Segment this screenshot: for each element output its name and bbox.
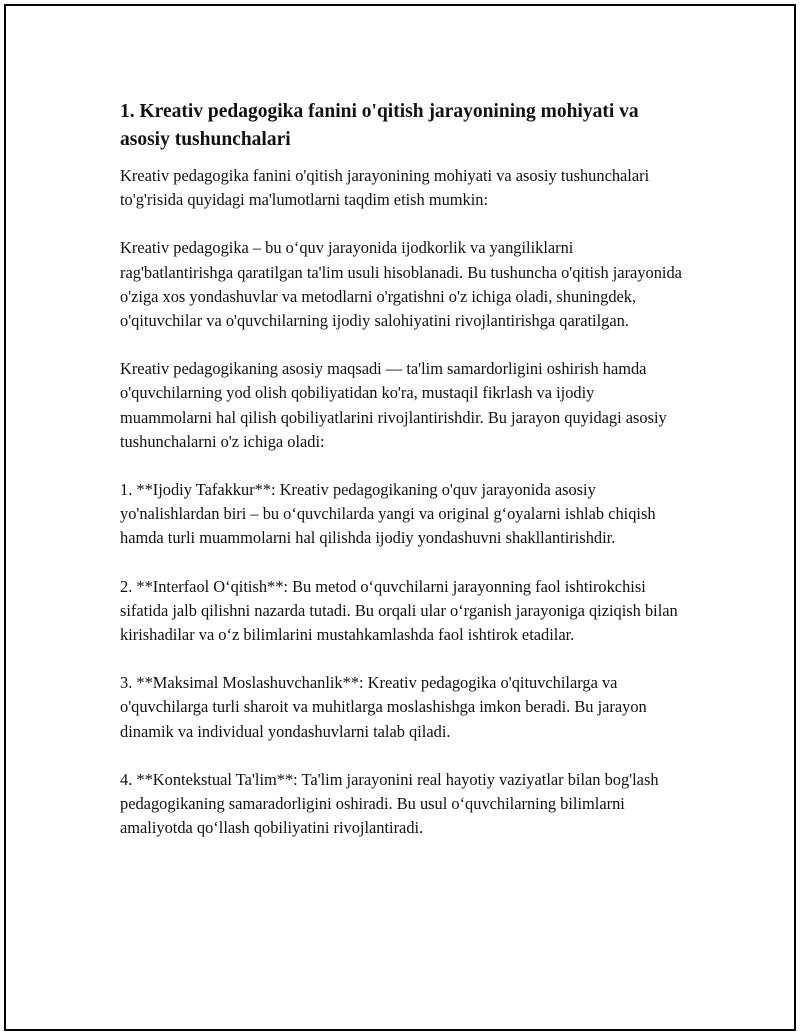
goal-paragraph: Kreativ pedagogikaning asosiy maqsadi — ta'lim samardorligini oshirish hamda o'quvchilarning yod olish qobiliyatidan ko'ra, mustaqil fikrlash va ijodiy muammolarni hal qilish qobiliyatlarini rivojlantirishdir. Bu jarayon quyidagi asosiy tushunchalarni o'z ichiga oladi: <box>120 359 667 451</box>
document-page <box>4 4 796 1031</box>
definition-paragraph: Kreativ pedagogika – bu o‘quv jarayonida ijodkorlik va yangiliklarni rag'batlantirishga qaratilgan ta'lim usuli hisoblanadi. Bu tushuncha o'qitish jarayonida o'ziga xos yondashuvlar va metodlarni o'rgatishni o'z ichiga oladi, shuningdek, o'qituvchilar va o'quvchilarning ijodiy salohiyatini rivojlantirishga qaratilgan. <box>120 238 682 331</box>
intro-paragraph: Kreativ pedagogika fanini o'qitish jarayonining mohiyati va asosiy tushunchalari to'g'risida quyidagi ma'lumotlarni taqdim etish mumkin: <box>120 166 650 210</box>
list-item-interactive-teaching: 2. **Interfaol O‘qitish**: Bu metod o‘quvchilarni jarayonning faol ishtirokchisi sifatida jalb qilishni nazarda tutadi. Bu orqali ular o‘rganish jarayoniga qiziqish bilan kirishadilar va o‘z bilimlarini mustahkamlashda faol ishtirok etadilar. <box>120 576 678 645</box>
document-body <box>120 98 686 864</box>
list-item-contextual-learning: 4. **Kontekstual Ta'lim**: Ta'lim jarayonini real hayotiy vaziyatlar bilan bog'lash pedagogikaning samaradorligini oshiradi. Bu usul o‘quvchilarning bilimlarni amaliyotda qo‘llash qobiliyatini rivojlantiradi. <box>120 769 659 838</box>
list-item-creative-thinking: 1. **Ijodiy Tafakkur**: Kreativ pedagogikaning o'quv jarayonida asosiy yo'nalishlardan biri – bu o‘quvchilarda yangi va original g‘oyalarni ishlab chiqish hamda turli muammolarni hal qilishda ijodiy yondashuvni shakllantirishdir. <box>120 480 656 548</box>
document-title: 1. Kreativ pedagogika fanini o'qitish jarayonining mohiyati va asosiy tushunchalari <box>120 101 639 150</box>
list-item-maximal-adaptability: 3. **Maksimal Moslashuvchanlik**: Kreativ pedagogika o'qituvchilarga va o'quvchilarga turli sharoit va muhitlarga moslashishga imkon beradi. Bu jarayon dinamik va individual yondashuvlarni talab qiladi. <box>120 673 647 741</box>
